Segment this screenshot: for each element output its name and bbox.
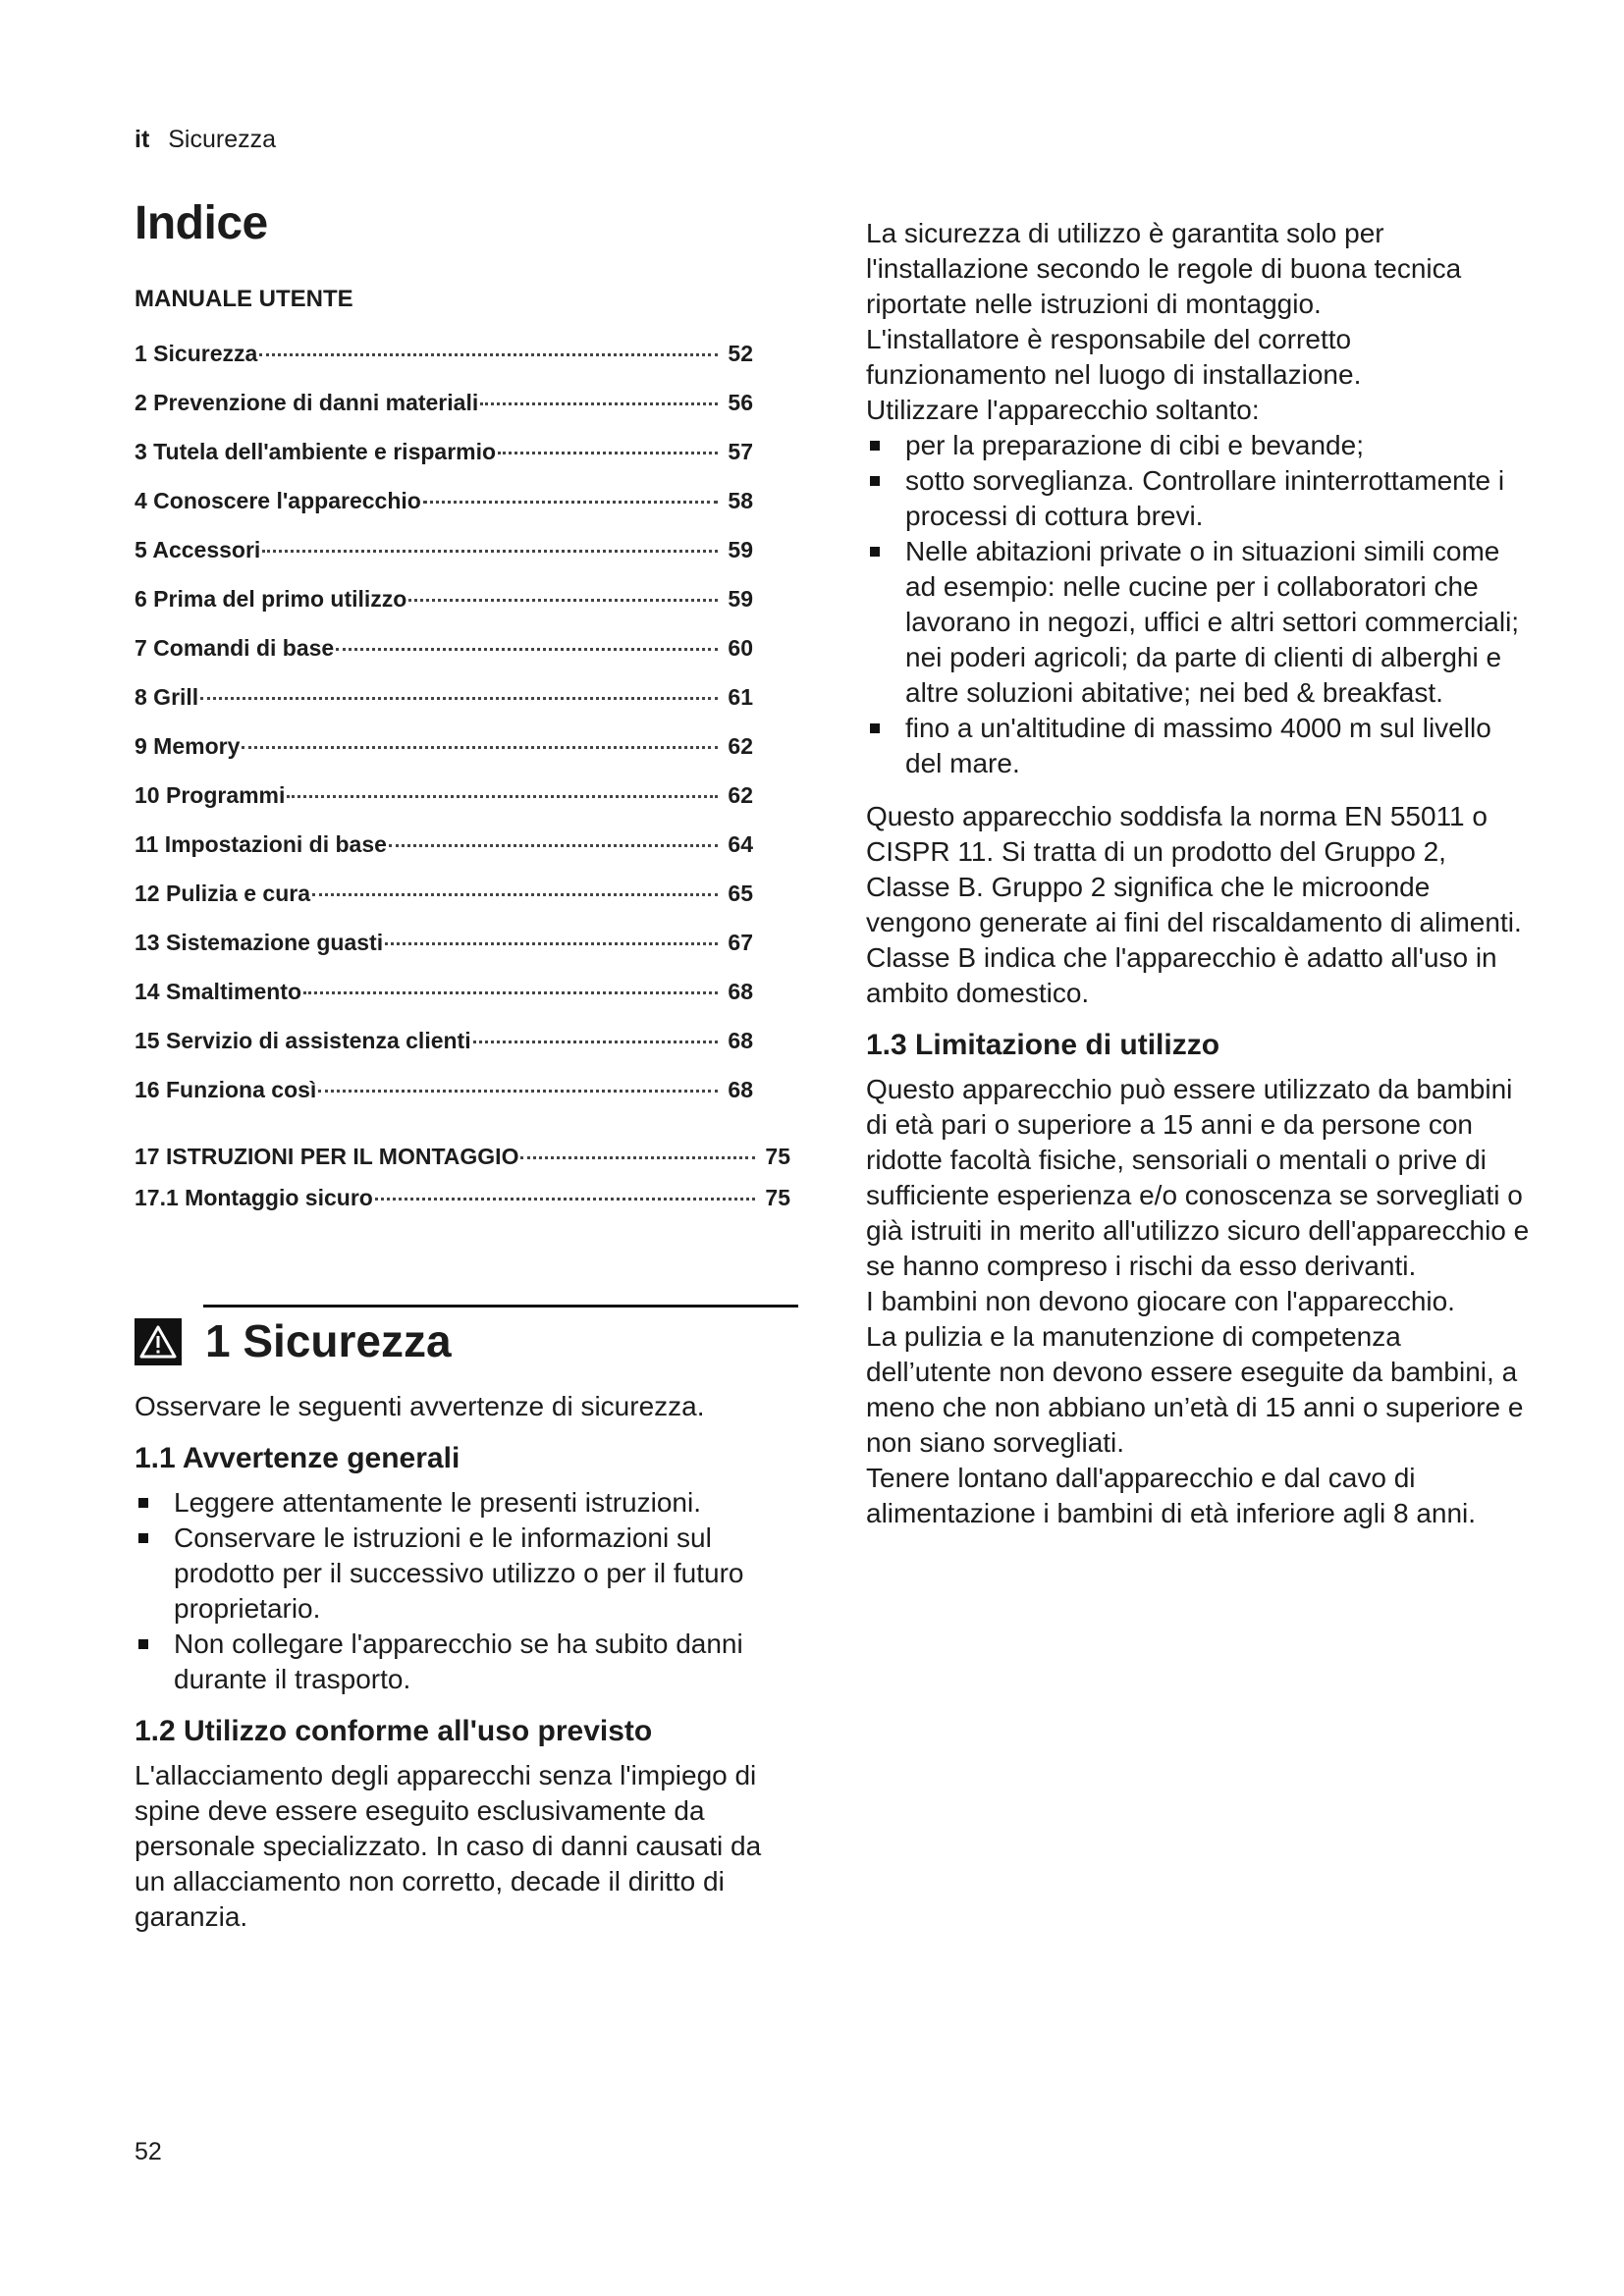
section-heading-1-1: 1.1 Avvertenze generali bbox=[135, 1442, 460, 1474]
toc-leader bbox=[200, 697, 718, 700]
bullet-item: Conservare le istruzioni e le informazioni sul prodotto per il successivo utilizzo o per il futuro proprietario. bbox=[135, 1521, 798, 1627]
toc-leader bbox=[480, 402, 718, 405]
toc-entry-page: 56 bbox=[728, 390, 753, 415]
toc-entry-label: 13 Sistemazione guasti bbox=[135, 930, 384, 955]
language-code: it bbox=[135, 126, 150, 153]
bullet-item: Leggere attentamente le presenti istruzioni. bbox=[135, 1485, 798, 1521]
chapter-heading bbox=[135, 1305, 798, 1375]
toc-leader bbox=[473, 1041, 719, 1043]
toc-entry[interactable] bbox=[135, 780, 753, 829]
toc-entry-label: 6 Prima del primo utilizzo bbox=[135, 586, 407, 612]
toc-entry[interactable] bbox=[135, 437, 753, 486]
toc-entry-label: 4 Conoscere l'apparecchio bbox=[135, 488, 421, 513]
section-heading-1-2: 1.2 Utilizzo conforme all'uso previsto bbox=[135, 1715, 653, 1747]
toc-entry-page: 62 bbox=[728, 782, 753, 808]
toc-entry-label: 5 Accessori bbox=[135, 537, 261, 562]
toc-entry[interactable] bbox=[135, 584, 753, 633]
bullet-item: fino a un'altitudine di massimo 4000 m sul livello del mare. bbox=[866, 711, 1530, 781]
paragraph: Tenere lontano dall'apparecchio e dal cavo di alimentazione i bambini di età inferiore agli 8 anni. bbox=[866, 1463, 1477, 1528]
toc-entry[interactable] bbox=[135, 1142, 790, 1183]
toc-entry-label: 12 Pulizia e cura bbox=[135, 881, 310, 906]
toc-entry-page: 59 bbox=[728, 537, 753, 562]
toc-entry-label: 10 Programmi bbox=[135, 782, 286, 808]
paragraph: La sicurezza di utilizzo è garantita solo per l'installazione secondo le regole di buona tecnica riportate nelle istruzioni di montaggio. bbox=[866, 218, 1462, 319]
toc-leader bbox=[408, 599, 718, 602]
toc-leader bbox=[259, 353, 718, 356]
toc-entry[interactable] bbox=[135, 682, 753, 731]
toc-entry-label: 7 Comandi di base bbox=[135, 635, 335, 661]
paragraph: Questo apparecchio soddisfa la norma EN 55011 o CISPR 11. Si tratta di un prodotto del Gruppo 2, Classe B. Gruppo 2 significa che le microonde vengono generate ai fini del riscaldamento di alimenti. Classe B indica che l'apparecchio è adatto all'uso in ambito domestico. bbox=[866, 801, 1522, 1008]
toc-entry-page: 52 bbox=[728, 341, 753, 366]
section-name: Sicurezza bbox=[168, 126, 276, 153]
toc-entry-label: 2 Prevenzione di danni materiali bbox=[135, 390, 479, 415]
toc-entry-label: 1 Sicurezza bbox=[135, 341, 258, 366]
spacer bbox=[866, 781, 1530, 799]
warning-icon bbox=[135, 1318, 182, 1365]
toc-entry[interactable] bbox=[135, 486, 753, 535]
toc-leader bbox=[385, 942, 718, 945]
paragraph: L'installatore è responsabile del corretto funzionamento nel luogo di installazione. bbox=[866, 324, 1362, 390]
paragraph: I bambini non devono giocare con l'apparecchio. bbox=[866, 1286, 1455, 1316]
toc-entry-label: 17.1 Montaggio sicuro bbox=[135, 1185, 373, 1210]
toc-entry-label: 11 Impostazioni di base bbox=[135, 831, 387, 857]
toc-entry-page: 68 bbox=[728, 1028, 753, 1053]
running-header bbox=[135, 126, 276, 154]
toc-entry-page: 61 bbox=[728, 684, 753, 710]
toc-entry[interactable] bbox=[135, 633, 753, 682]
toc-entry[interactable] bbox=[135, 977, 753, 1026]
toc-entry-label: 14 Smaltimento bbox=[135, 979, 301, 1004]
paragraph: L'allacciamento degli apparecchi senza l'impiego di spine deve essere eseguito esclusivamente da personale specializzato. In caso di danni causati da un allacciamento non corretto, decade il diritto di garanzia. bbox=[135, 1760, 762, 1932]
toc-part-heading: MANUALE UTENTE bbox=[135, 286, 353, 312]
chapter-intro: Osservare le seguenti avvertenze di sicurezza. bbox=[135, 1391, 705, 1421]
toc-leader bbox=[287, 795, 718, 798]
toc-leader bbox=[242, 746, 718, 749]
toc-entry-label: 15 Servizio di assistenza clienti bbox=[135, 1028, 471, 1053]
toc-entry-label: 8 Grill bbox=[135, 684, 199, 710]
toc-entry-page: 62 bbox=[728, 733, 753, 759]
toc-entry-page: 57 bbox=[728, 439, 753, 464]
bullet-list-general bbox=[135, 1485, 798, 1697]
toc-entry-label: 17 ISTRUZIONI PER IL MONTAGGIO bbox=[135, 1144, 519, 1169]
right-column bbox=[866, 216, 1530, 1531]
toc-entry-page: 60 bbox=[728, 635, 753, 661]
bullet-item: sotto sorveglianza. Controllare ininterrottamente i processi di cottura brevi. bbox=[866, 463, 1530, 534]
toc-leader bbox=[498, 452, 718, 454]
toc-entry[interactable] bbox=[135, 388, 753, 437]
toc-leader bbox=[303, 991, 718, 994]
paragraph: La pulizia e la manutenzione di competenza dell’utente non devono essere eseguite da bambini, a meno che non abbiano un’età di 15 anni o superiore e non siano sorvegliati. bbox=[866, 1321, 1524, 1458]
toc-entry[interactable] bbox=[135, 1026, 753, 1075]
toc-entry-label: 3 Tutela dell'ambiente e risparmio bbox=[135, 439, 497, 464]
toc-leader bbox=[375, 1198, 756, 1201]
toc-entry-page: 75 bbox=[765, 1185, 790, 1210]
section-heading-1-3: 1.3 Limitazione di utilizzo bbox=[866, 1029, 1220, 1061]
toc-entry[interactable] bbox=[135, 928, 753, 977]
toc-leader bbox=[423, 501, 719, 504]
toc-leader bbox=[318, 1090, 718, 1093]
toc-entry-page: 75 bbox=[765, 1144, 790, 1169]
bullet-item: Non collegare l'apparecchio se ha subito danni durante il trasporto. bbox=[135, 1627, 798, 1697]
toc-leader bbox=[312, 893, 718, 896]
bullet-list-usage bbox=[866, 428, 1530, 781]
toc-list bbox=[135, 339, 798, 1124]
toc-entry-page: 68 bbox=[728, 979, 753, 1004]
toc-entry-page: 58 bbox=[728, 488, 753, 513]
toc-entry[interactable] bbox=[135, 339, 753, 388]
toc-entry[interactable] bbox=[135, 731, 753, 780]
chapter-title: 1 Sicurezza bbox=[205, 1315, 452, 1366]
toc-list-installation bbox=[135, 1142, 798, 1224]
toc-title: Indice bbox=[135, 197, 268, 249]
toc-entry[interactable] bbox=[135, 1183, 790, 1224]
chapter-rule bbox=[203, 1305, 798, 1308]
toc-leader bbox=[520, 1156, 755, 1159]
left-column bbox=[135, 196, 798, 1935]
toc-entry[interactable] bbox=[135, 1075, 753, 1124]
toc-entry-page: 59 bbox=[728, 586, 753, 612]
paragraph: Utilizzare l'apparecchio soltanto: bbox=[866, 395, 1260, 425]
toc-entry-page: 67 bbox=[728, 930, 753, 955]
paragraph: Questo apparecchio può essere utilizzato da bambini di età pari o superiore a 15 anni e da persone con ridotte facoltà fisiche, sensoriali o mentali o prive di sufficiente esperienza e/o conoscenza se sorvegliati o già istruiti in merito all'utilizzo sicuro dell'apparecchio e se hanno compreso i rischi da esso derivanti. bbox=[866, 1074, 1530, 1281]
toc-entry-page: 68 bbox=[728, 1077, 753, 1102]
toc-entry-page: 64 bbox=[728, 831, 753, 857]
toc-entry-page: 65 bbox=[728, 881, 753, 906]
toc-entry[interactable] bbox=[135, 535, 753, 584]
toc-entry[interactable] bbox=[135, 879, 753, 928]
toc-entry-label: 16 Funziona così bbox=[135, 1077, 317, 1102]
toc-leader bbox=[336, 648, 718, 651]
toc-entry-label: 9 Memory bbox=[135, 733, 241, 759]
page-number: 52 bbox=[135, 2138, 162, 2165]
bullet-item: Nelle abitazioni private o in situazioni simili come ad esempio: nelle cucine per i collaboratori che lavorano in negozi, uffici e altri settori commerciali; nei poderi agricoli; da parte di clienti di alberghi e altre soluzioni abitative; nei bed & breakfast. bbox=[866, 534, 1530, 711]
toc-leader bbox=[262, 550, 718, 553]
bullet-item: per la preparazione di cibi e bevande; bbox=[866, 428, 1530, 463]
toc-entry[interactable] bbox=[135, 829, 753, 879]
toc-leader bbox=[389, 844, 718, 847]
